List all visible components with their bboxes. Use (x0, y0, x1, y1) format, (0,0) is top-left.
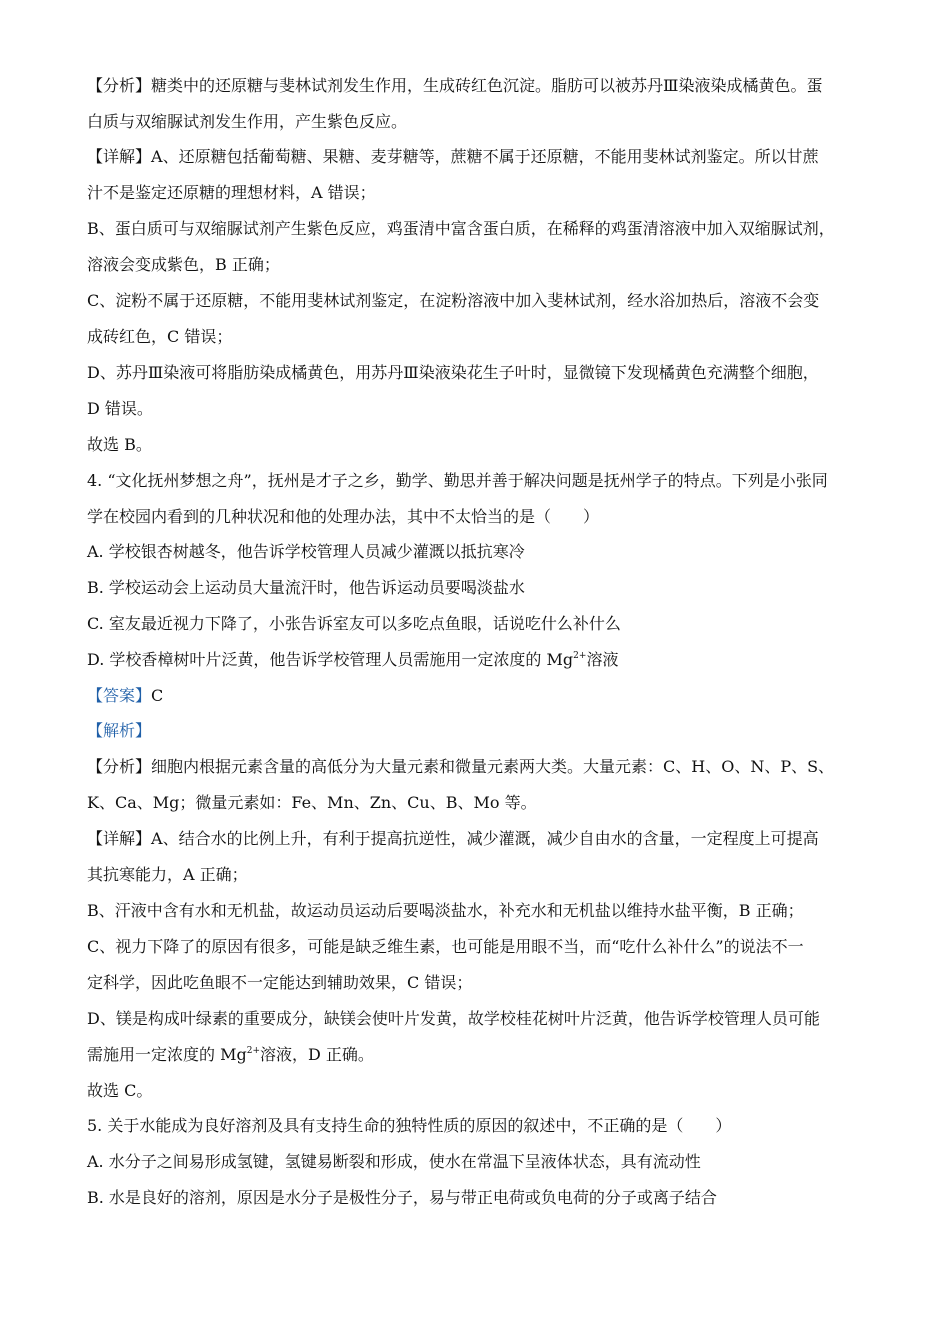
option-d (87, 649, 618, 671)
detail-line: 其抗寒能力，A 正确； (87, 865, 248, 884)
detail-line: 溶液会变成紫色，B 正确； (87, 255, 280, 274)
question-stem: 4. “文化抚州梦想之舟”，抚州是才子之乡，勤学、勤思并善于解决问题是抚州学子的特点。下列是小张同 (87, 471, 828, 490)
detail-line: 定科学，因此吃鱼眼不一定能达到辅助效果，C 错误； (87, 973, 473, 992)
detail-tag: 【详解】 (87, 829, 152, 848)
detail-line: 成砖红色，C 错误； (87, 327, 233, 346)
analysis-tag: 【分析】 (87, 757, 152, 776)
analysis-line: 白质与双缩脲试剂发生作用，产生紫色反应。 (87, 112, 408, 131)
detail-line: D、镁是构成叶绿素的重要成分，缺镁会使叶片发黄，故学校桂花树叶片泛黄，他告诉学校管理人员可能 (87, 1009, 820, 1028)
option-a: A. 学校银杏树越冬，他告诉学校管理人员减少灌溉以抵抗寒冷 (87, 542, 525, 561)
detail-line (87, 828, 819, 850)
question-stem: 5. 关于水能成为良好溶剂及具有支持生命的独特性质的原因的叙述中，不正确的是（ ） (87, 1116, 732, 1135)
analysis-text: 细胞内根据元素含量的高低分为大量元素和微量元素两大类。大量元素：C、H、O、N、P、S、 (151, 757, 835, 776)
analysis-text: 糖类中的还原糖与斐林试剂发生作用，生成砖红色沉淀。脂肪可以被苏丹Ⅲ染液染成橘黄色。蛋 (151, 76, 823, 95)
option-b: B. 水是良好的溶剂，原因是水分子是极性分子，易与带正电荷或负电荷的分子或离子结合 (87, 1188, 717, 1207)
detail-line: D、苏丹Ⅲ染液可将脂肪染成橘黄色，用苏丹Ⅲ染液染花生子叶时，显微镜下发现橘黄色充满整个细胞， (87, 363, 819, 382)
detail-line: B、蛋白质可与双缩脲试剂产生紫色反应，鸡蛋清中富含蛋白质，在稀释的鸡蛋清溶液中加入双缩脲试剂， (87, 219, 835, 238)
conclusion: 故选 B。 (87, 435, 152, 454)
analysis-line (87, 756, 834, 778)
answer-line (87, 685, 163, 707)
detail-tag: 【详解】 (87, 147, 152, 166)
detail-line (87, 1044, 374, 1066)
charge-superscript: 2+ (246, 1046, 260, 1056)
detail-line: C、淀粉不属于还原糖，不能用斐林试剂鉴定，在淀粉溶液中加入斐林试剂，经水浴加热后，溶液不会变 (87, 291, 820, 310)
detail-line: C、视力下降了的原因有很多，可能是缺乏维生素，也可能是用眼不当，而“吃什么补什么”的说法不一 (87, 937, 804, 956)
detail-text: A、还原糖包括葡萄糖、果糖、麦芽糖等，蔗糖不属于还原糖，不能用斐林试剂鉴定。所以甘蔗 (151, 147, 819, 166)
detail-text: A、结合水的比例上升，有利于提高抗逆性，减少灌溉，减少自由水的含量，一定程度上可提高 (151, 829, 819, 848)
question-stem: 学在校园内看到的几种状况和他的处理办法，其中不太恰当的是（ ） (87, 507, 600, 526)
analysis-tag: 【分析】 (87, 76, 152, 95)
option-a: A. 水分子之间易形成氢键，氢键易断裂和形成，使水在常温下呈液体状态，具有流动性 (87, 1152, 701, 1171)
detail-text: 需施用一定浓度的 Mg (87, 1045, 247, 1064)
detail-line: B、汗液中含有水和无机盐，故运动员运动后要喝淡盐水，补充水和无机盐以维持水盐平衡，B 正确； (87, 901, 804, 920)
analysis-line (87, 75, 822, 97)
answer-value: C (151, 686, 164, 705)
explanation-tag: 【解析】 (87, 721, 152, 740)
answer-tag: 【答案】 (87, 686, 152, 705)
option-b: B. 学校运动会上运动员大量流汗时，他告诉运动员要喝淡盐水 (87, 578, 525, 597)
detail-line: D 错误。 (87, 399, 153, 418)
charge-superscript: 2+ (573, 651, 587, 661)
conclusion: 故选 C。 (87, 1081, 153, 1100)
analysis-line: K、Ca、Mg；微量元素如：Fe、Mn、Zn、Cu、B、Mo 等。 (87, 793, 537, 812)
option-c: C. 室友最近视力下降了，小张告诉室友可以多吃点鱼眼，话说吃什么补什么 (87, 614, 621, 633)
detail-text-end: 溶液，D 正确。 (260, 1045, 374, 1064)
detail-line (87, 146, 819, 168)
option-d-text-end: 溶液 (586, 650, 619, 669)
option-d-text: D. 学校香樟树叶片泛黄，他告诉学校管理人员需施用一定浓度的 Mg (87, 650, 574, 669)
detail-line: 汁不是鉴定还原糖的理想材料，A 错误； (87, 183, 376, 202)
